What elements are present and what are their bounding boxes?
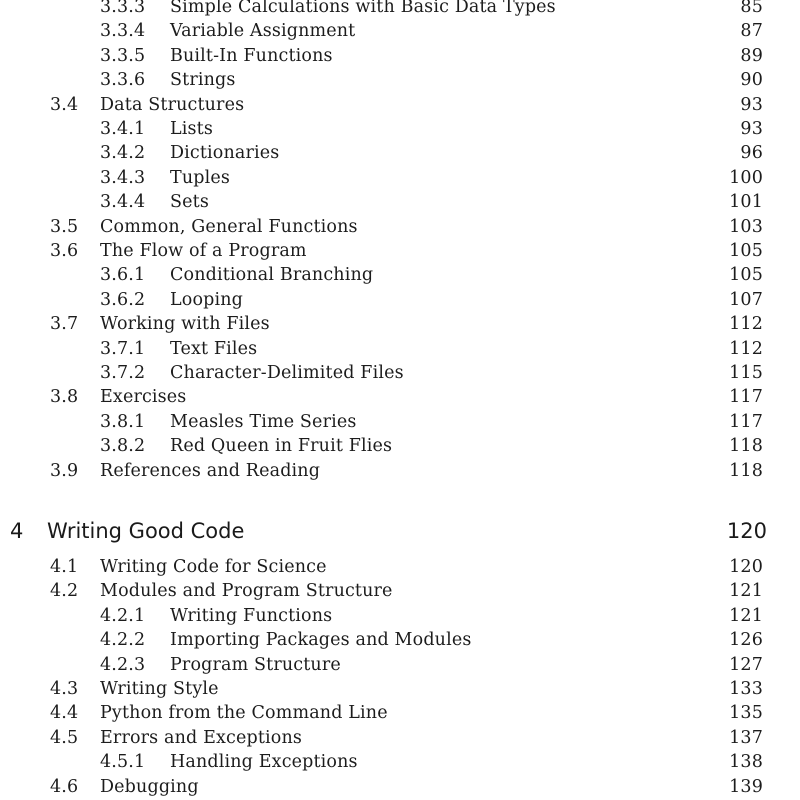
entry-title: Working with Files [100,314,270,335]
entry-number: 3.5 [50,216,79,237]
toc-subsection-entry [0,604,800,628]
toc-subsection-entry [0,337,800,361]
entry-page-number: 93 [740,94,763,115]
entry-page-number: 117 [729,387,763,408]
entry-page-number: 133 [729,679,763,699]
toc-section-entry [0,677,800,701]
toc-subsection-entry [0,166,800,190]
entry-title: Lists [170,119,213,139]
entry-number: 4.5 [50,727,79,748]
toc-section-entry [0,555,800,579]
toc-subsection-entry [0,628,800,652]
entry-number: 3.8.1 [100,411,146,432]
entry-page-number: 115 [729,363,763,383]
chapter-page-number: 120 [726,519,767,543]
entry-page-number: 120 [729,557,763,577]
toc-subsection-entry [0,68,800,92]
entry-number: 3.7.1 [100,338,146,359]
toc-section-entry [0,312,800,336]
toc-subsection-entry [0,750,800,774]
toc-section-entry [0,579,800,603]
entry-number: 4.6 [50,776,79,797]
toc-subsection-entry [0,190,800,214]
entry-page-number: 118 [729,436,763,457]
toc-subsection-entry [0,410,800,434]
entry-page-number: 87 [740,21,763,42]
entry-number: 3.9 [50,460,79,481]
entry-title: Red Queen in Fruit Flies [170,436,393,457]
entry-page-number: 112 [729,338,763,359]
entry-title: Variable Assignment [170,21,356,42]
entry-page-number: 135 [729,703,763,724]
toc-section-entry [0,701,800,725]
entry-page-number: 103 [729,216,763,237]
entry-title: Errors and Exceptions [100,727,302,748]
entry-page-number: 118 [729,460,763,481]
entry-number: 3.4.3 [100,167,146,188]
entry-number: 3.7 [50,314,79,335]
entry-page-number: 121 [729,605,763,626]
entry-number: 3.6 [50,241,79,261]
toc-subsection-entry [0,44,800,68]
entry-number: 3.4.1 [100,119,146,139]
toc-section-entry [0,215,800,239]
entry-number: 3.6.1 [100,265,146,286]
entry-title: References and Reading [100,460,321,481]
toc-subsection-entry [0,117,800,141]
toc-subsection-entry [0,653,800,677]
entry-number: 4.2.2 [100,630,146,651]
entry-title: Dictionaries [170,143,280,164]
entry-title: Writing Code for Science [100,557,327,577]
entry-number: 3.6.2 [100,289,146,310]
entry-page-number: 85 [740,0,763,17]
entry-page-number: 126 [729,630,763,651]
entry-page-number: 101 [729,192,763,213]
toc-subsection-entry [0,19,800,43]
entry-title: Simple Calculations with Basic Data Types [170,0,556,17]
entry-title: Handling Exceptions [170,752,358,773]
entry-number: 3.8 [50,387,79,408]
entry-number: 3.4.2 [100,143,146,164]
toc-section-entry [0,239,800,263]
entry-number: 4.2 [50,581,79,602]
entry-title: The Flow of a Program [100,241,307,261]
entry-page-number: 105 [729,265,763,286]
entry-number: 3.3.4 [100,21,146,42]
entry-title: Modules and Program Structure [100,581,393,602]
entry-number: 3.7.2 [100,363,146,383]
entry-page-number: 89 [740,45,763,66]
entry-number: 3.8.2 [100,436,146,457]
entry-title: Importing Packages and Modules [170,630,472,651]
entry-title: Writing Functions [170,605,333,626]
entry-title: Data Structures [100,94,245,115]
entry-page-number: 138 [729,752,763,773]
toc-section-entry [0,775,800,799]
entry-page-number: 93 [740,119,763,139]
entry-page-number: 107 [729,289,763,310]
toc-subsection-entry [0,263,800,287]
entry-number: 3.4.4 [100,192,146,213]
entry-number: 4.4 [50,703,79,724]
toc-subsection-entry [0,0,800,19]
toc-subsection-entry [0,434,800,458]
entry-title: Tuples [170,167,230,188]
entry-page-number: 90 [740,70,763,91]
entry-number: 3.4 [50,94,79,115]
entry-page-number: 139 [729,776,763,797]
chapter-heading [0,514,800,548]
entry-number: 3.3.6 [100,70,146,91]
entry-title: Exercises [100,387,187,408]
toc-section-entry [0,459,800,483]
entry-title: Character-Delimited Files [170,363,404,383]
chapter-title: Writing Good Code [47,519,245,543]
toc-section-entry [0,93,800,117]
toc-subsection-entry [0,361,800,385]
entry-number: 4.3 [50,679,79,699]
entry-title: Debugging [100,776,199,797]
entry-title: Measles Time Series [170,411,357,432]
toc-subsection-entry [0,141,800,165]
entry-number: 4.2.1 [100,605,146,626]
entry-page-number: 117 [729,411,763,432]
entry-page-number: 127 [729,654,763,675]
entry-title: Writing Style [100,679,219,699]
entry-title: Common, General Functions [100,216,358,237]
toc-section-entry [0,385,800,409]
entry-page-number: 121 [729,581,763,602]
entry-title: Strings [170,70,236,91]
entry-page-number: 100 [729,167,763,188]
entry-page-number: 105 [729,241,763,261]
entry-title: Program Structure [170,654,341,675]
entry-number: 3.3.3 [100,0,146,17]
entry-number: 4.5.1 [100,752,146,773]
entry-title: Python from the Command Line [100,703,388,724]
entry-page-number: 112 [729,314,763,335]
chapter-number: 4 [10,519,24,543]
entry-title: Text Files [170,338,258,359]
entry-title: Looping [170,289,244,310]
entry-number: 3.3.5 [100,45,146,66]
entry-page-number: 137 [729,727,763,748]
entry-title: Built-In Functions [170,45,333,66]
entry-number: 4.2.3 [100,654,146,675]
entry-title: Conditional Branching [170,265,374,286]
toc-subsection-entry [0,288,800,312]
entry-page-number: 96 [740,143,763,164]
entry-number: 4.1 [50,557,79,577]
entry-title: Sets [170,192,209,213]
toc-section-entry [0,726,800,750]
